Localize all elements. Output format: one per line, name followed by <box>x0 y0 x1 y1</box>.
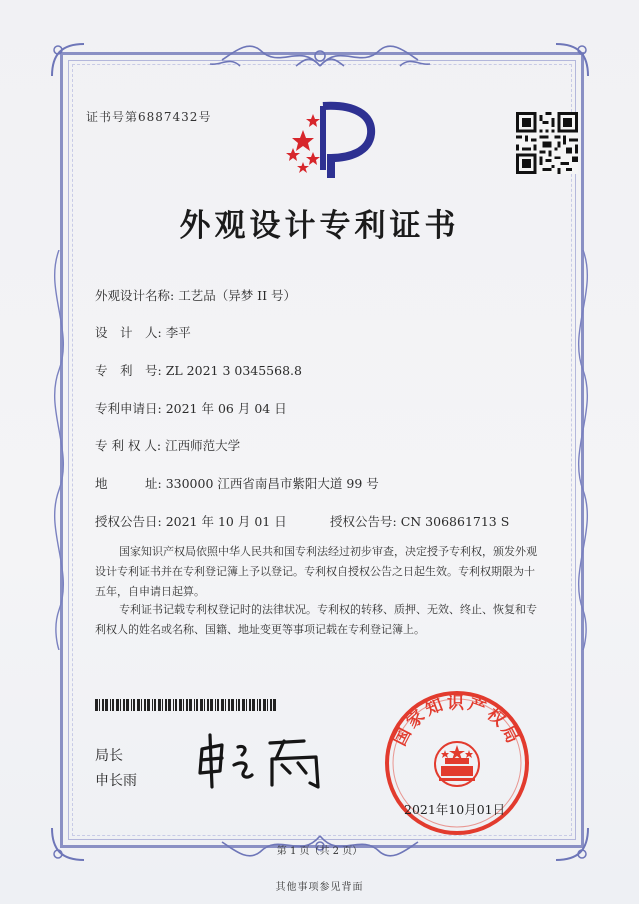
field-label: 授权公告号: <box>330 514 397 529</box>
field-value: 330000 江西省南昌市紫阳大道 99 号 <box>165 476 379 491</box>
field-label: 专 利 号: <box>95 363 162 378</box>
field-patent-number <box>95 361 302 379</box>
cnipa-logo-icon <box>283 100 378 180</box>
field-designer <box>95 323 191 341</box>
barcode-icon <box>95 699 278 711</box>
field-value: 李平 <box>165 325 191 340</box>
page-number: 第 1 页（共 2 页） <box>276 846 363 857</box>
field-value: 工艺品（异梦 II 号） <box>178 288 297 303</box>
field-value: 江西师范大学 <box>165 438 241 453</box>
field-patentee <box>95 436 240 454</box>
field-label: 地 址: <box>95 476 162 491</box>
paragraph-line: 五年，自申请日起算。 <box>95 585 205 598</box>
signature-icon <box>192 733 337 789</box>
field-label: 授权公告日: <box>95 514 162 529</box>
corner-ornament-icon <box>48 40 88 80</box>
footer-note: 其他事项参见背面 <box>275 882 364 893</box>
signatory-title: 局长 <box>95 748 123 764</box>
field-value: 2021 年 10 月 01 日 <box>165 514 287 529</box>
field-label: 专 利 权 人: <box>95 438 162 453</box>
field-label: 设 计 人: <box>95 325 162 340</box>
signatory-name: 申长雨 <box>95 773 137 789</box>
field-value: CN 306861713 S <box>400 514 510 529</box>
field-label: 专利申请日: <box>95 401 162 416</box>
field-address <box>95 474 379 492</box>
field-design-name <box>95 286 296 304</box>
statement-paragraph <box>95 542 565 602</box>
paragraph-line: 利权人的姓名或名称、国籍、地址变更等事项记载在专利登记簿上。 <box>95 623 425 636</box>
field-grant-date <box>95 512 287 530</box>
corner-ornament-icon <box>552 40 592 80</box>
paragraph-line: 国家知识产权局依照中华人民共和国专利法经过初步审查，决定授予专利权，颁发外观 <box>119 545 537 558</box>
svg-text:国家知识产权局 <box>390 693 524 749</box>
field-value: ZL 2021 3 0345568.8 <box>165 363 302 378</box>
right-ornament-icon <box>568 250 598 650</box>
qr-code-icon <box>516 112 578 174</box>
legal-note-paragraph <box>95 600 565 640</box>
field-application-date <box>95 399 287 417</box>
seal-text: 国家知识产权局 <box>390 693 524 750</box>
certificate-number: 证书号第6887432号 <box>86 110 212 124</box>
issue-date: 2021年10月01日 <box>404 802 506 817</box>
field-value: 2021 年 06 月 04 日 <box>165 401 287 416</box>
field-publication-number <box>330 512 509 530</box>
left-ornament-icon <box>44 250 74 650</box>
field-label: 外观设计名称: <box>95 288 175 303</box>
top-ornament-icon <box>200 36 440 76</box>
paragraph-line: 专利证书记载专利权登记时的法律状况。专利权的转移、质押、无效、终止、恢复和专 <box>119 603 537 616</box>
page-title: 外观设计专利证书 <box>179 208 460 244</box>
paragraph-line: 设计专利证书并在专利登记簿上予以登记。专利权自授权公告之日起生效。专利权期限为十 <box>95 565 535 578</box>
